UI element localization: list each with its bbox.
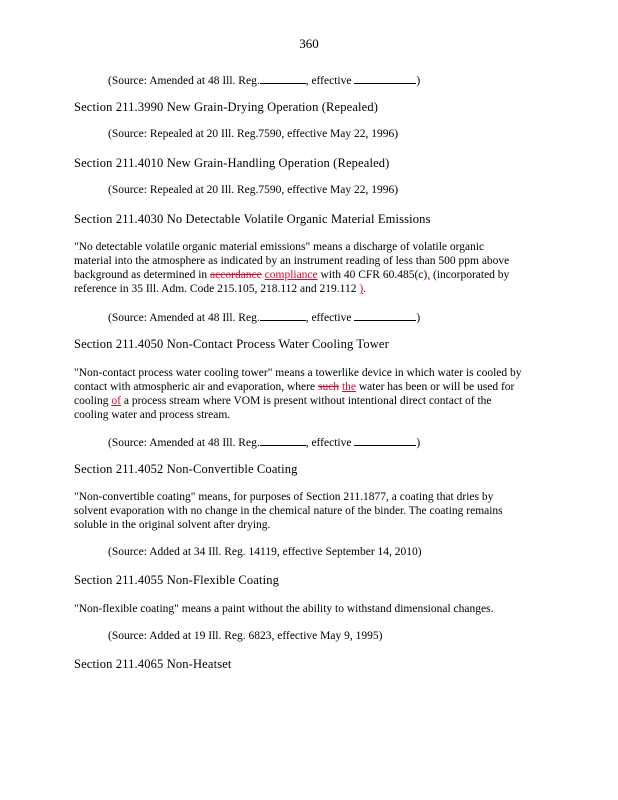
definition-line: soluble in the original solvent after drying. <box>74 519 271 531</box>
section-heading: Section 211.4030 No Detectable Volatile Organic Material Emissions <box>74 212 431 226</box>
blank-line <box>260 73 306 84</box>
inserted-text: ) <box>359 283 364 295</box>
deleted-text: such <box>317 381 340 393</box>
text-run: . <box>363 283 367 295</box>
source-note <box>108 310 420 324</box>
blank-line <box>354 73 416 84</box>
definition-line: "Non-convertible coating" means, for purposes of Section 211.1877, a coating that dries by <box>74 491 494 503</box>
definition-line: cooling water and process stream. <box>74 409 231 421</box>
inserted-text: the <box>341 381 356 393</box>
definition-line: material into the atmosphere as indicated by an instrument reading of less than 500 ppm above <box>74 255 510 267</box>
blank-line <box>354 435 416 446</box>
source-note: (Source: Repealed at 20 Ill. Reg.7590, effective May 22, 1996) <box>108 184 399 196</box>
definition-line: "Non-flexible coating" means a paint without the ability to withstand dimensional changes. <box>74 603 494 615</box>
blank-line <box>354 310 416 321</box>
source-note: (Source: Added at 19 Ill. Reg. 6823, effective May 9, 1995) <box>108 630 383 642</box>
source-note-text: , effective <box>305 437 352 449</box>
text-run: with 40 CFR 60.485(c) <box>317 269 428 281</box>
section-heading: Section 211.3990 New Grain-Drying Operation (Repealed) <box>74 100 379 114</box>
text-run: contact with atmospheric air and evaporation, where <box>74 381 316 393</box>
definition-line <box>74 268 509 282</box>
text-run: a process stream where VOM is present without intentional direct contact of the <box>120 395 492 407</box>
source-note-text: ) <box>416 312 421 324</box>
source-note: (Source: Repealed at 20 Ill. Reg.7590, effective May 22, 1996) <box>108 128 399 140</box>
source-note: (Source: Added at 34 Ill. Reg. 14119, effective September 14, 2010) <box>108 546 422 558</box>
page-number: 360 <box>299 36 319 51</box>
source-note-text: , effective <box>305 75 352 87</box>
definition-line: "No detectable volatile organic material emissions" means a discharge of volatile organic <box>74 241 485 253</box>
source-note-text: ) <box>416 437 421 449</box>
definition-line: solvent evaporation with no change in the chemical nature of the binder. The coating remains <box>74 505 503 517</box>
section-heading: Section 211.4010 New Grain-Handling Operation (Repealed) <box>74 156 390 170</box>
text-run: (incorporated by <box>430 269 510 281</box>
source-note-text: (Source: Amended at 48 Ill. Reg. <box>108 312 260 324</box>
definition-line <box>74 282 366 296</box>
source-note <box>108 73 420 87</box>
blank-line <box>260 310 306 321</box>
definition-line: "Non-contact process water cooling tower" means a towerlike device in which water is cooled by <box>74 367 522 379</box>
inserted-text: compliance <box>264 269 318 281</box>
section-heading: Section 211.4052 Non-Convertible Coating <box>74 462 298 476</box>
source-note <box>108 435 420 449</box>
definition-line <box>74 380 514 394</box>
definition-line <box>74 394 492 408</box>
inserted-text: , <box>427 269 431 281</box>
deleted-text: accordance <box>210 269 262 281</box>
text-run: water has been or will be used for <box>356 381 515 393</box>
section-heading: Section 211.4065 Non-Heatset <box>74 657 232 671</box>
text-run: cooling <box>74 395 109 407</box>
source-note-text: (Source: Amended at 48 Ill. Reg. <box>108 437 260 449</box>
source-note-text: ) <box>416 75 421 87</box>
source-note-text: , effective <box>305 312 352 324</box>
section-heading: Section 211.4050 Non-Contact Process Water Cooling Tower <box>74 337 389 351</box>
section-heading: Section 211.4055 Non-Flexible Coating <box>74 573 280 587</box>
inserted-text: of <box>111 395 121 407</box>
text-run: reference in 35 Ill. Adm. Code 215.105, 218.112 and 219.112 <box>74 283 357 295</box>
source-note-text: (Source: Amended at 48 Ill. Reg. <box>108 75 260 87</box>
blank-line <box>260 435 306 446</box>
text-run: background as determined in <box>74 269 208 281</box>
